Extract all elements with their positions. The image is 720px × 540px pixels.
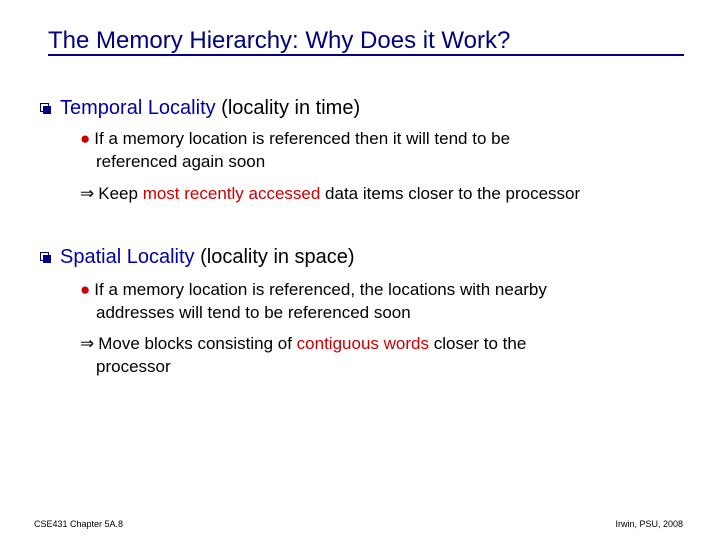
footer-course: CSE431 Chapter 5A.8	[34, 519, 124, 529]
spatial-implication	[80, 332, 526, 378]
spatial-implication-post: closer to the	[428, 334, 527, 353]
footer-author: Irwin, PSU, 2008	[615, 519, 683, 529]
spatial-bullet-line2: addresses will tend to be referenced soon	[96, 303, 411, 322]
spatial-bullet	[80, 278, 547, 324]
temporal-bullet-line2: referenced again soon	[96, 152, 266, 171]
temporal-heading	[40, 96, 360, 120]
spatial-bullet-line1: If a memory location is referenced, the locations with nearby	[94, 280, 547, 299]
spatial-heading	[40, 245, 355, 269]
temporal-heading-rest: (locality in time)	[215, 97, 361, 119]
spatial-heading-label: Spatial Locality	[60, 246, 195, 268]
spatial-implication-highlight: contiguous words	[296, 334, 429, 353]
temporal-implication-highlight: most recently accessed	[142, 184, 321, 203]
temporal-implication-post: data items closer to the processor	[320, 184, 581, 203]
temporal-bullet-line1: If a memory location is referenced then it will tend to be	[94, 129, 511, 148]
round-bullet-icon: ●	[80, 129, 91, 148]
temporal-implication	[80, 182, 580, 205]
checkbox-bullet-icon	[40, 103, 52, 113]
temporal-implication-pre: Keep	[98, 184, 143, 203]
implies-arrow-icon: ⇒	[80, 184, 95, 203]
implies-arrow-icon: ⇒	[80, 334, 95, 353]
round-bullet-icon: ●	[80, 280, 91, 299]
temporal-heading-label: Temporal Locality	[60, 97, 216, 119]
spatial-heading-rest: (locality in space)	[194, 246, 355, 268]
spatial-implication-line2: processor	[96, 357, 171, 376]
temporal-bullet	[80, 127, 510, 173]
checkbox-bullet-icon	[40, 252, 52, 262]
slide-title: The Memory Hierarchy: Why Does it Work?	[48, 26, 684, 56]
spatial-implication-pre: Move blocks consisting of	[98, 334, 297, 353]
